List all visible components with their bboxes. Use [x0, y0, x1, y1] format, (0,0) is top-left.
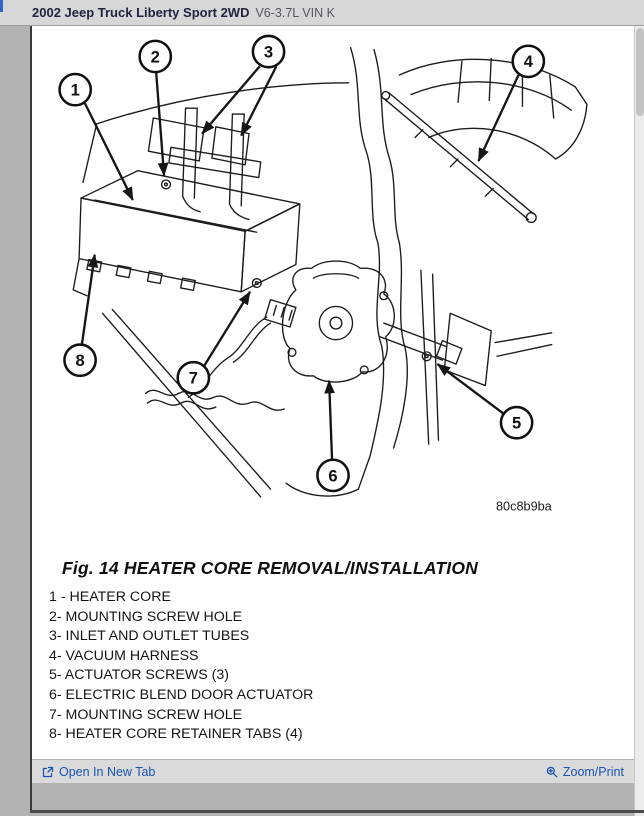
svg-text:7: 7 — [188, 368, 198, 388]
callout-5 — [501, 407, 532, 438]
legend-item: 5- ACTUATOR SCREWS (3) — [49, 667, 229, 684]
legend-item: 8- HEATER CORE RETAINER TABS (4) — [49, 726, 303, 743]
cowl-shroud — [399, 58, 587, 159]
header-bar — [0, 0, 644, 26]
legend-item: 7- MOUNTING SCREW HOLE — [49, 706, 243, 723]
viewer-toolbar — [32, 759, 634, 783]
lower-harness — [103, 309, 285, 497]
svg-text:8: 8 — [75, 351, 85, 371]
right-bracket — [444, 313, 551, 385]
callout-6 — [317, 460, 348, 491]
open-in-new-tab-link[interactable] — [42, 765, 155, 779]
legend-item: 2- MOUNTING SCREW HOLE — [49, 608, 243, 625]
open-in-new-tab-label: Open In New Tab — [59, 764, 156, 779]
vacuum-harness — [382, 92, 536, 223]
legend-item: 4- VACUUM HARNESS — [49, 647, 199, 664]
zoom-print-link[interactable] — [546, 765, 624, 779]
page-bottom-edge — [30, 810, 644, 813]
legend-item: 6- ELECTRIC BLEND DOOR ACTUATOR — [49, 686, 314, 703]
callout-3 — [253, 36, 284, 67]
svg-text:6: 6 — [328, 466, 338, 486]
figure-caption: Fig. 14 HEATER CORE REMOVAL/INSTALLATION — [62, 558, 479, 578]
svg-text:3: 3 — [263, 42, 274, 62]
hvac-housing — [83, 48, 438, 496]
callout-8 — [64, 345, 95, 376]
manual-page — [32, 26, 634, 783]
callouts — [60, 36, 544, 491]
callout-2 — [140, 41, 171, 72]
figure-legend — [32, 588, 634, 745]
legend-item: 1 - HEATER CORE — [49, 589, 171, 605]
drawing-code: 80c8b9ba — [496, 499, 552, 514]
callout-1 — [60, 74, 91, 105]
open-in-new-tab-icon — [42, 766, 54, 778]
heater-core — [73, 171, 300, 296]
svg-text:1: 1 — [70, 80, 80, 100]
callout-4 — [513, 46, 544, 77]
zoom-print-label: Zoom/Print — [562, 764, 624, 779]
heater-core-diagram — [35, 34, 631, 534]
engine-vin-subtitle: V6-3.7L VIN K — [255, 5, 335, 20]
svg-text:4: 4 — [523, 52, 533, 72]
scrollbar-track[interactable] — [634, 26, 644, 816]
callout-7 — [178, 362, 209, 393]
vehicle-title: 2002 Jeep Truck Liberty Sport 2WD — [32, 5, 250, 20]
svg-text:2: 2 — [150, 47, 160, 67]
scrollbar-thumb[interactable] — [636, 28, 644, 116]
callout-arrows — [82, 66, 522, 459]
svg-text:5: 5 — [511, 413, 522, 433]
legend-item: 3- INLET AND OUTLET TUBES — [49, 628, 250, 645]
zoom-icon — [546, 766, 558, 778]
corner-accent — [0, 0, 3, 12]
